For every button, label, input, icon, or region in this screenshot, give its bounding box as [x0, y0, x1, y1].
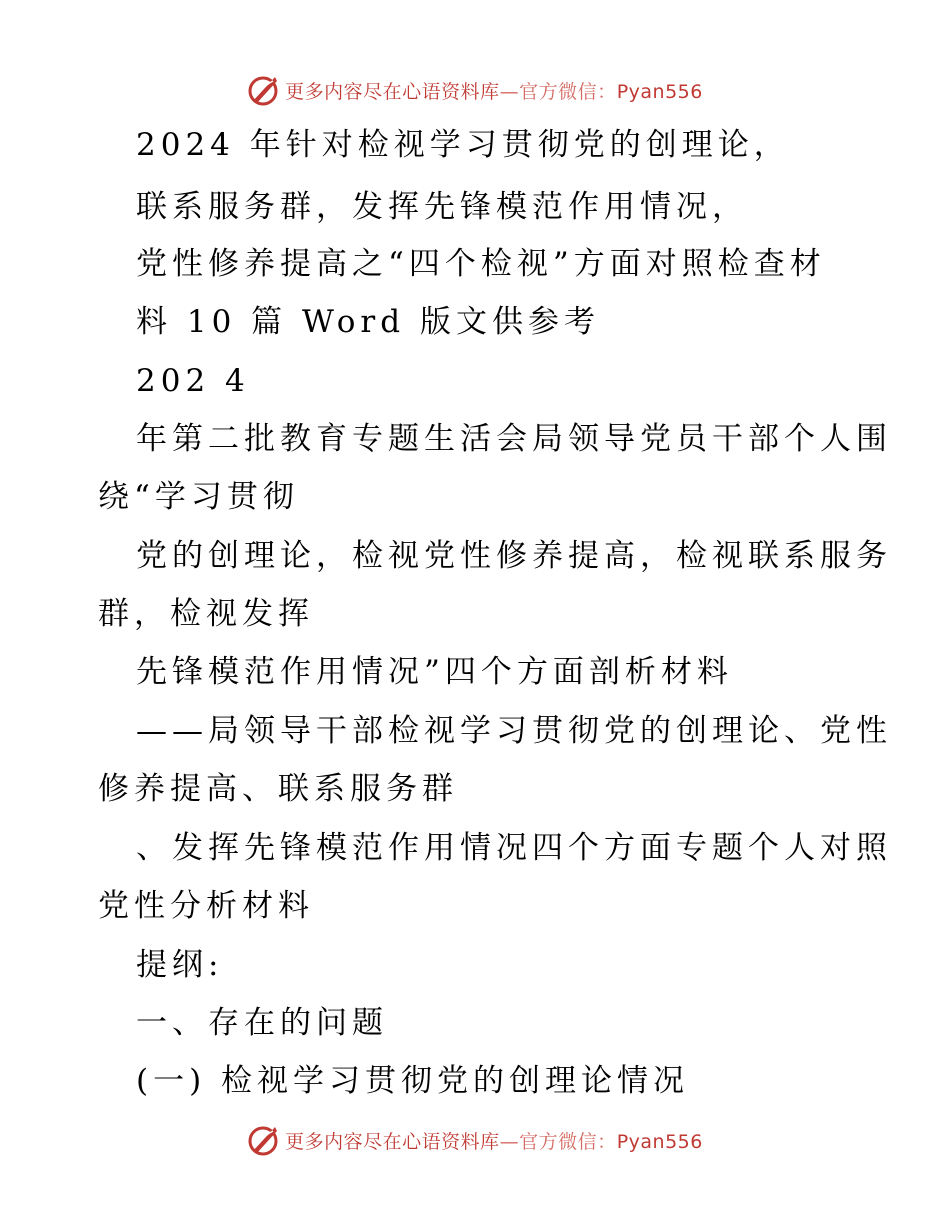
doc-line-desc-3: 、发挥先锋模范作用情况四个方面专题个人对照 — [136, 830, 892, 866]
doc-line-title-3: 党性修养提高之“四个检视”方面对照检查材 — [136, 246, 826, 282]
doc-line-title-2: 联系服务群，发挥先锋模范作用情况， — [136, 189, 748, 225]
doc-line-title-4: 料 10 篇 Word 版文供参考 — [136, 304, 600, 340]
watermark-site: 更多内容尽在心语资料库 — [285, 80, 500, 103]
quill-logo-icon — [247, 1123, 281, 1157]
doc-line-subtitle-2: 绕“学习贯彻 — [98, 479, 299, 515]
watermark-wechat-id: Pyan556 — [616, 1130, 703, 1153]
watermark-header — [0, 70, 950, 110]
watermark-footer — [0, 1120, 950, 1160]
doc-line-desc-2: 修养提高、联系服务群 — [98, 771, 458, 807]
watermark-wechat-id: Pyan556 — [616, 80, 703, 103]
watermark-text — [285, 1127, 703, 1154]
doc-line-outline-label: 提纲: — [136, 947, 224, 983]
doc-line-subtitle-4: 群，检视发挥 — [98, 596, 314, 632]
doc-line-title-1: 2024 年针对检视学习贯彻党的创理论， — [136, 127, 790, 163]
doc-line-year: 202 4 — [136, 363, 250, 399]
watermark-text — [285, 77, 703, 104]
watermark-wechat-label: —官方微信： — [499, 80, 617, 103]
doc-line-subtitle-5: 先锋模范作用情况”四个方面剖析材料 — [136, 654, 733, 690]
doc-line-subtitle-1: 年第二批教育专题生活会局领导党员干部个人围 — [136, 421, 892, 457]
doc-line-section-1: 一、存在的问题 — [136, 1005, 388, 1041]
doc-line-desc-1: ——局领导干部检视学习贯彻党的创理论、党性 — [136, 713, 892, 749]
doc-line-subsection-1: (一) 检视学习贯彻党的创理论情况 — [136, 1063, 690, 1099]
watermark-site: 更多内容尽在心语资料库 — [285, 1130, 500, 1153]
watermark-wechat-label: —官方微信： — [499, 1130, 617, 1153]
doc-line-subtitle-3: 党的创理论，检视党性修养提高，检视联系服务 — [136, 538, 892, 574]
doc-line-desc-4: 党性分析材料 — [98, 888, 314, 924]
quill-logo-icon — [247, 73, 281, 107]
